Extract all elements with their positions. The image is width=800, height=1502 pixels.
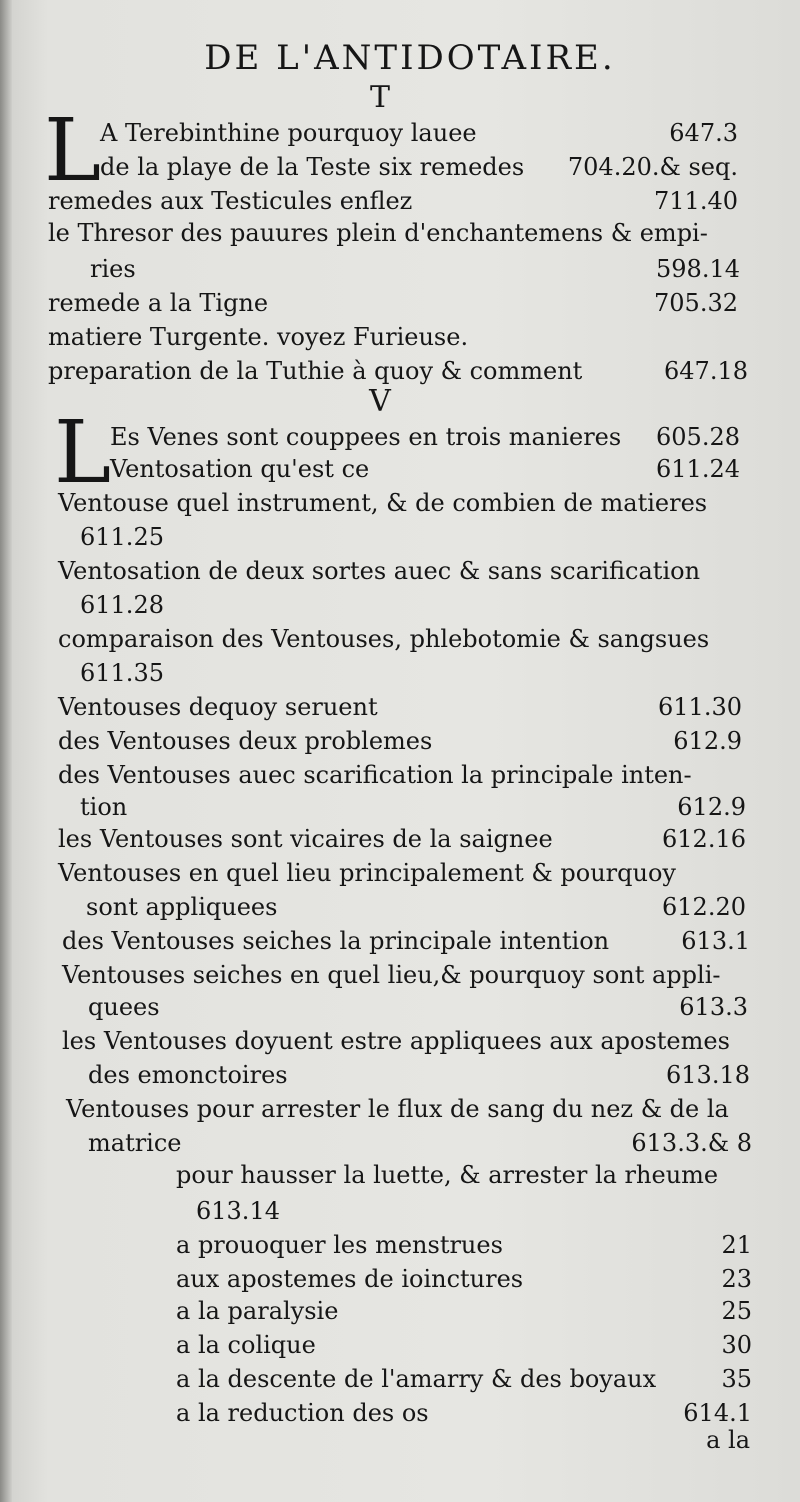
section-letter-t: T bbox=[369, 80, 390, 115]
list-item: remedes aux Testicules enflez 711.40 bbox=[48, 187, 738, 215]
list-item: de la playe de la Teste six remedes 704.20.& seq. bbox=[100, 153, 738, 181]
list-item: tion 612.9 bbox=[80, 793, 746, 821]
list-item: matrice 613.3.& 8 bbox=[88, 1129, 752, 1157]
list-item: pour hausser la luette, & arrester la rheume bbox=[176, 1161, 719, 1189]
list-item: a la colique 30 bbox=[176, 1331, 752, 1359]
list-item: aux apostemes de ioinctures 23 bbox=[176, 1265, 752, 1293]
list-item: 611.28 bbox=[80, 591, 164, 619]
catchword: a la bbox=[706, 1426, 750, 1454]
list-item: des Ventouses auec scarification la principale inten- bbox=[58, 761, 692, 789]
list-item: ries 598.14 bbox=[90, 255, 740, 283]
list-item: preparation de la Tuthie à quoy & comment 647.18 bbox=[48, 357, 748, 385]
list-item: Ventouses en quel lieu principalement & pourquoy bbox=[58, 859, 676, 887]
list-item: a la paralysie 25 bbox=[176, 1297, 752, 1325]
list-item: Es Venes sont couppees en trois manieres 605.28 bbox=[110, 423, 740, 451]
section-letter-v: V bbox=[369, 384, 391, 419]
list-item: remede a la Tigne 705.32 bbox=[48, 289, 738, 317]
list-item: les Ventouses sont vicaires de la saignee 612.16 bbox=[58, 825, 746, 853]
list-item: les Ventouses doyuent estre appliquees aux apostemes bbox=[62, 1027, 730, 1055]
list-item: Ventouse quel instrument, & de combien de matieres bbox=[58, 489, 708, 517]
list-item: des Ventouses seiches la principale intention 613.1 bbox=[62, 927, 750, 955]
list-item: Ventouses seiches en quel lieu,& pourquoy sont appli- bbox=[62, 961, 721, 989]
dropcap-v: L bbox=[54, 403, 112, 503]
list-item: Ventosation qu'est ce 611.24 bbox=[110, 455, 740, 483]
list-item: des Ventouses deux problemes 612.9 bbox=[58, 727, 742, 755]
dropcap-t: L bbox=[44, 101, 102, 201]
list-item: sont appliquees 612.20 bbox=[86, 893, 746, 921]
list-item: comparaison des Ventouses, phlebotomie & sangsues bbox=[58, 625, 710, 653]
list-item: Ventouses dequoy seruent 611.30 bbox=[58, 693, 742, 721]
list-item: A Terebinthine pourquoy lauee 647.3 bbox=[100, 119, 738, 147]
list-item: 611.35 bbox=[80, 659, 164, 687]
list-item: Ventosation de deux sortes auec & sans scarification bbox=[58, 557, 701, 585]
list-item: a la reduction des os 614.1 bbox=[176, 1399, 752, 1427]
list-item: matiere Turgente. voyez Furieuse. bbox=[48, 323, 469, 351]
list-item: 613.14 bbox=[196, 1197, 280, 1225]
list-item: a prouoquer les menstrues 21 bbox=[176, 1231, 752, 1259]
list-item: Ventouses pour arrester le flux de sang du nez & de la bbox=[66, 1095, 729, 1123]
list-item: 611.25 bbox=[80, 523, 164, 551]
running-header: DE L'ANTIDOTAIRE. bbox=[204, 38, 616, 78]
list-item: a la descente de l'amarry & des boyaux 35 bbox=[176, 1365, 752, 1393]
list-item: des emonctoires 613.18 bbox=[88, 1061, 750, 1089]
list-item: le Thresor des pauures plein d'enchantemens & empi- bbox=[48, 219, 708, 247]
list-item: quees 613.3 bbox=[88, 993, 748, 1021]
page-edge-shadow bbox=[0, 0, 12, 1502]
